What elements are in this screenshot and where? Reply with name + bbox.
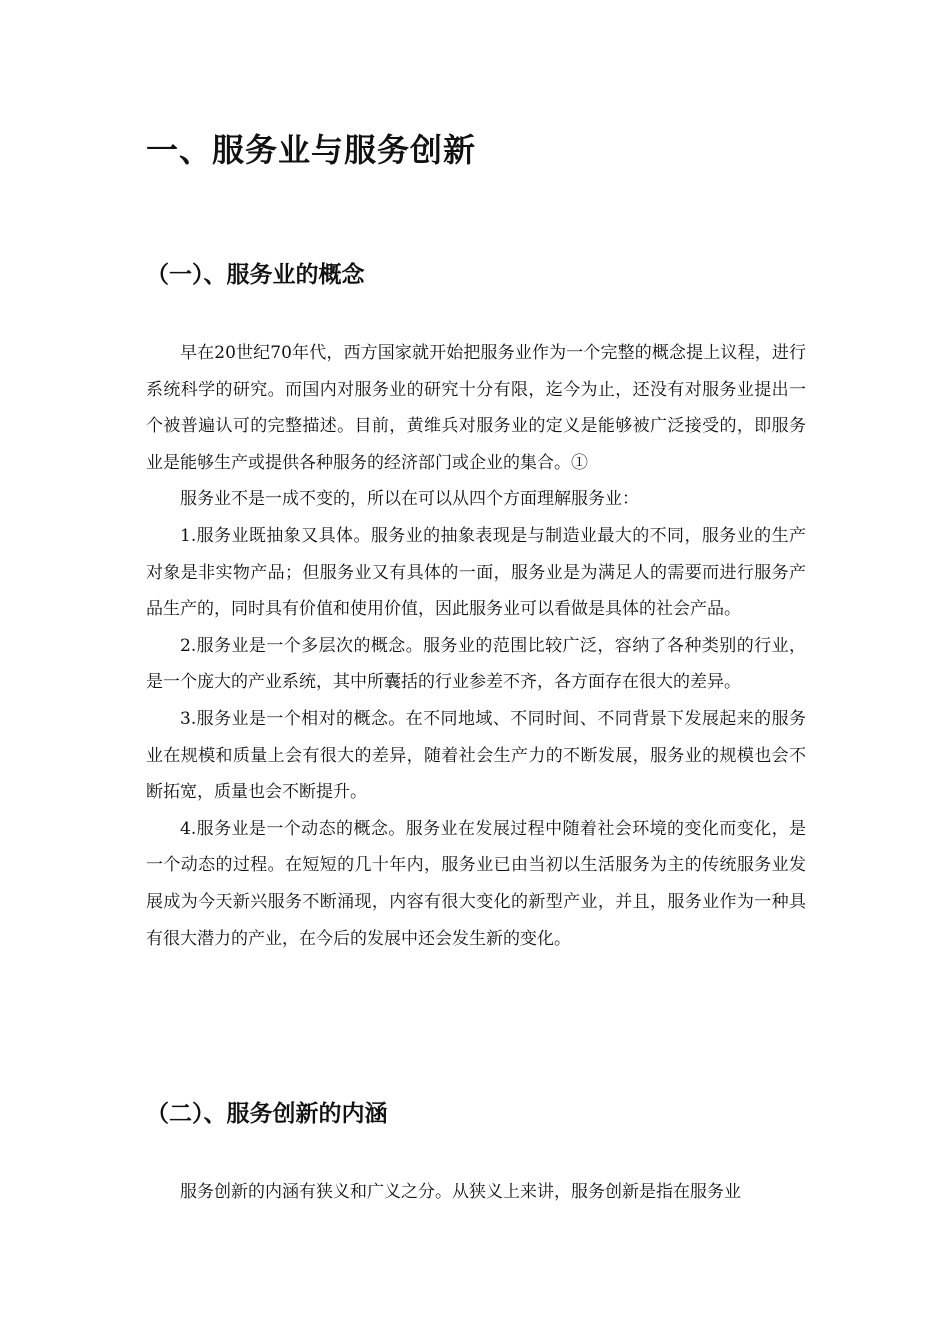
paragraph-3: 1.服务业既抽象又具体。服务业的抽象表现是与制造业最大的不同，服务业的生产对象是非实物产品；但服务业又有具体的一面，服务业是为满足人的需要而进行服务产品生产的，同时具有价值和使用价值，因此服务业可以看做是具体的社会产品。: [146, 525, 806, 620]
paragraph-7: 服务创新的内涵有狭义和广义之分。从狭义上来讲，服务创新是指在服务业: [180, 1182, 741, 1202]
section-1-body: [146, 335, 806, 957]
paragraph-1: 早在20世纪70年代，西方国家就开始把服务业作为一个完整的概念提上议程，进行系统科学的研究。而国内对服务业的研究十分有限，迄今为止，还没有对服务业提出一个被普遍认可的完整描述。目前，黄维兵对服务业的定义是能够被广泛接受的，即服务业是能够生产或提供各种服务的经济部门或企业的集合。①: [146, 343, 806, 473]
paragraph-5: 3.服务业是一个相对的概念。在不同地域、不同时间、不同背景下发展起来的服务业在规模和质量上会有很大的差异，随着社会生产力的不断发展，服务业的规模也会不断拓宽，质量也会不断提升。: [146, 708, 806, 803]
paragraph-2: 服务业不是一成不变的，所以在可以从四个方面理解服务业：: [180, 489, 639, 510]
paragraph-6: 4.服务业是一个动态的概念。服务业在发展过程中随着社会环境的变化而变化，是一个动态的过程。在短短的几十年内，服务业已由当初以生活服务为主的传统服务业发展成为今天新兴服务不断涌现，内容有很大变化的新型产业，并且，服务业作为一种具有很大潜力的产业，在今后的发展中还会发生新的变化。: [146, 818, 806, 949]
section-heading-2: （二）、服务创新的内涵: [146, 1101, 388, 1127]
section-heading-1: （一）、服务业的概念: [146, 262, 365, 288]
section-2-body: [146, 1174, 806, 1211]
paragraph-4: 2.服务业是一个多层次的概念。服务业的范围比较广泛，容纳了各种类别的行业，是一个庞大的产业系统，其中所囊括的行业参差不齐，各方面存在很大的差异。: [146, 635, 806, 693]
page-title: 一、服务业与服务创新: [146, 131, 477, 169]
